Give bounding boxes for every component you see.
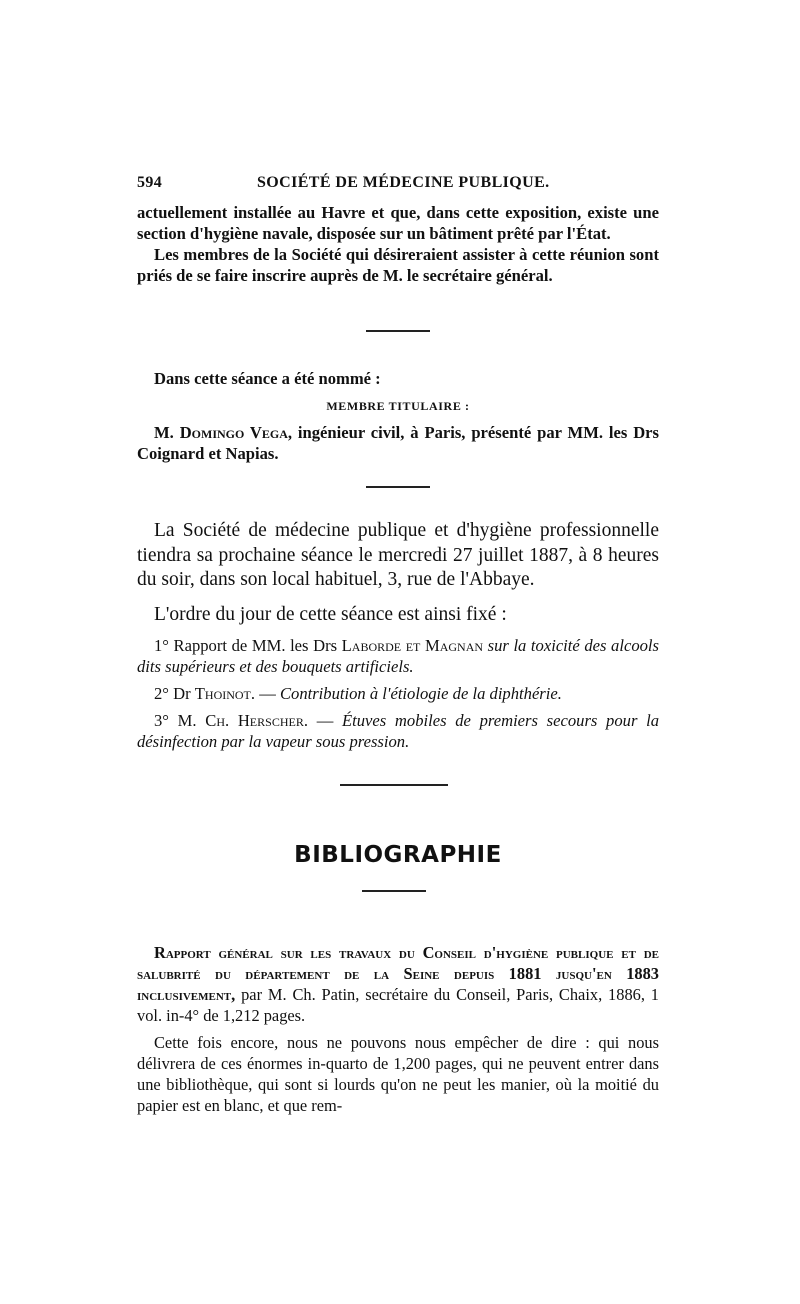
nomination-intro: Dans cette séance a été nommé : bbox=[154, 369, 381, 388]
section-rule-3 bbox=[340, 784, 448, 786]
agenda-dash-3: — bbox=[316, 711, 334, 730]
section-rule bbox=[366, 330, 430, 332]
agenda-pre-1: Rapport de MM. les Drs bbox=[173, 636, 338, 655]
reference-details: par M. Ch. Patin, secrétaire du Conseil, Paris, Chaix, 1886, 1 vol. in-4° de 1,212 pages. bbox=[137, 985, 659, 1025]
nominee-name: Domingo Vega bbox=[179, 423, 288, 442]
agenda-num-2: 2° bbox=[154, 684, 169, 703]
agenda-num-3: 3° bbox=[154, 711, 169, 730]
agenda-title-3: Étuves mobiles de premiers secours pour la désinfection par la vapeur sous pression. bbox=[137, 711, 659, 751]
bibliography-body: Cette fois encore, nous ne pouvons nous empêcher de dire : qui nous délivrera de ces énormes in-quarto de 1,200 pages, qui ne peuvent entrer dans une bibliothèque, qui sont si lourds qu'on ne peut les manier, où la moitié du papier est en blanc, et que rem- bbox=[137, 1033, 659, 1115]
agenda-name-2: Thoinot. bbox=[194, 684, 256, 703]
nomination-prefix: M. bbox=[154, 423, 174, 442]
bibliography-heading: BIBLIOGRAPHIE bbox=[294, 842, 502, 868]
agenda-num-1: 1° bbox=[154, 636, 169, 655]
continuation-paragraph: actuellement installée au Havre et que, dans cette exposition, existe une section d'hygiène navale, disposée sur un bâtiment prêté par l'État. bbox=[137, 203, 659, 243]
page-header bbox=[137, 170, 659, 194]
running-title: SOCIÉTÉ DE MÉDECINE PUBLIQUE. bbox=[257, 174, 550, 191]
next-meeting-paragraph: La Société de médecine publique et d'hygiène professionnelle tiendra sa prochaine séance le mercredi 27 juillet 1887, à 8 heures du soir, dans son local habituel, 3, rue de l'Abbaye. bbox=[137, 520, 659, 590]
nomination-details: , ingénieur civil, à Paris, présenté par MM. les Drs Coignard et Napias. bbox=[137, 423, 659, 463]
agenda-item-3 bbox=[137, 710, 659, 752]
agenda-pre-3: M. bbox=[177, 711, 197, 730]
agenda-item-2 bbox=[137, 683, 659, 704]
section-rule-2 bbox=[366, 486, 430, 488]
page-number: 594 bbox=[137, 174, 163, 191]
nomination-section bbox=[137, 368, 659, 464]
bibliography-reference bbox=[137, 942, 659, 1026]
top-section bbox=[137, 202, 659, 286]
agenda-pre-2: Dr bbox=[173, 684, 191, 703]
agenda-item-1 bbox=[137, 635, 659, 677]
reference-title: Rapport général sur les travaux du Conseil d'hygiène publique et de salubrité du département de la Seine depuis 1881 jusqu'en 1883 inclusivement, bbox=[137, 943, 659, 1004]
section-rule-4 bbox=[362, 890, 426, 892]
order-intro: L'ordre du jour de cette séance est ainsi fixé : bbox=[154, 603, 507, 625]
agenda-dash-2: — bbox=[259, 684, 276, 703]
bibliography-section bbox=[137, 942, 659, 1116]
agenda-names-1: Laborde et Magnan bbox=[341, 636, 484, 655]
registration-paragraph: Les membres de la Société qui désireraient assister à cette réunion sont priés de se faire inscrire auprès de M. le secrétaire général. bbox=[137, 245, 659, 285]
next-meeting-section bbox=[137, 519, 659, 752]
agenda-name-3: Ch. Herscher. bbox=[205, 711, 308, 730]
agenda-title-2: Contribution à l'étiologie de la diphthérie. bbox=[279, 684, 562, 703]
nomination-text bbox=[137, 422, 659, 464]
agenda-title-1: sur la toxicité des alcools dits supérieurs et des bouquets artificiels. bbox=[137, 636, 659, 676]
nomination-title: MEMBRE TITULAIRE : bbox=[326, 399, 470, 413]
